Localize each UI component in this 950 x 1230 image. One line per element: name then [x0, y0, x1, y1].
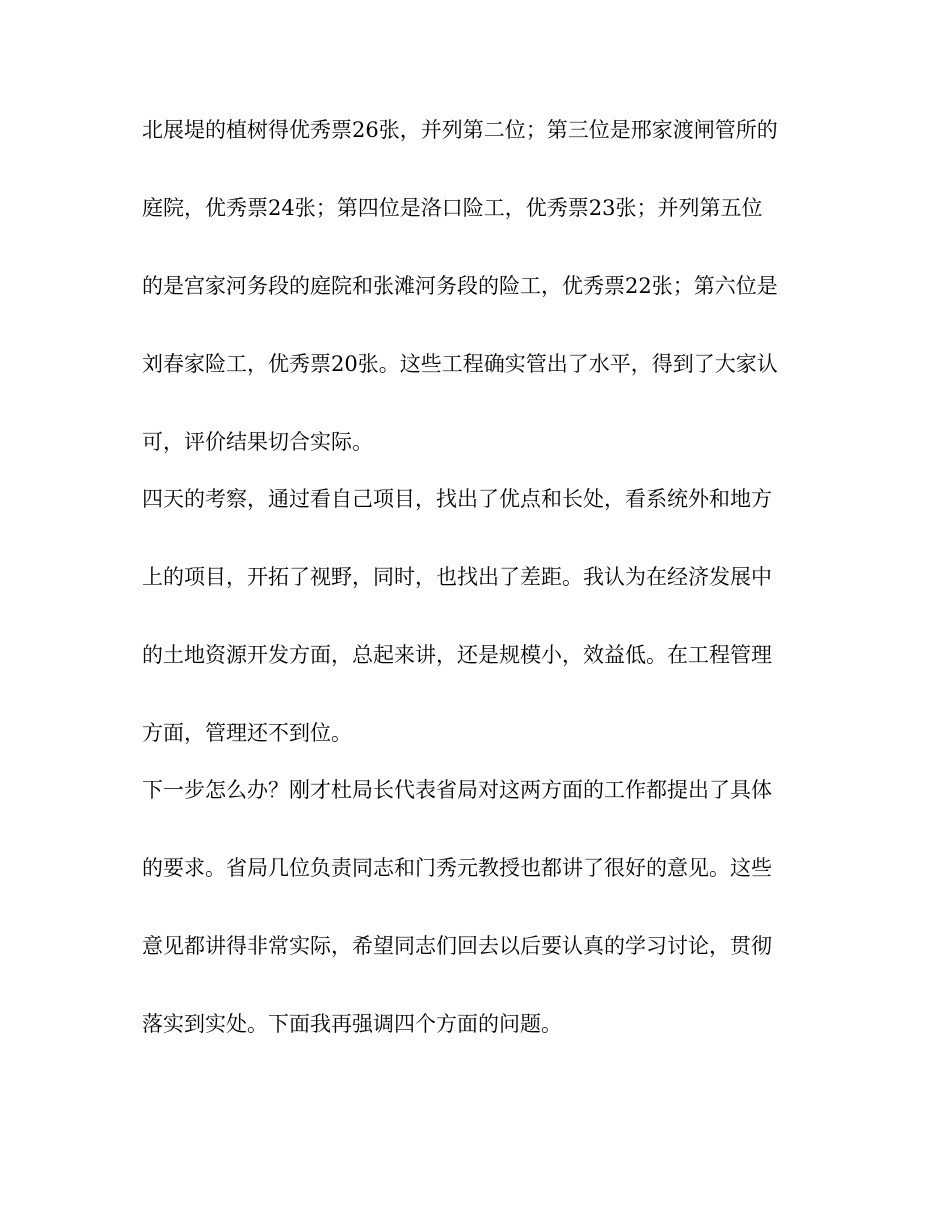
paragraph-line: 北展堤的植树得优秀票26张，并列第二位；第三位是邢家渡闸管所的	[142, 118, 778, 142]
paragraph-2	[142, 487, 814, 745]
paragraph-line: 的要求。省局几位负责同志和门秀元教授也都讲了很好的意见。这些	[142, 856, 772, 880]
paragraph-line: 四天的考察，通过看自己项目，找出了优点和长处，看系统外和地方	[142, 487, 772, 511]
paragraph-1	[142, 118, 814, 454]
document-body	[142, 118, 814, 1036]
paragraph-line: 刘春家险工，优秀票20张。这些工程确实管出了水平，得到了大家认	[142, 352, 778, 376]
paragraph-line: 上的项目，开拓了视野，同时，也找出了差距。我认为在经济发展中	[142, 565, 772, 589]
paragraph-3	[142, 778, 814, 1036]
paragraph-line: 下一步怎么办？刚才杜局长代表省局对这两方面的工作都提出了具体	[142, 778, 772, 802]
paragraph-line: 庭院，优秀票24张；第四位是洛口险工，优秀票23张；并列第五位	[142, 196, 763, 220]
paragraph-line: 意见都讲得非常实际，希望同志们回去以后要认真的学习讨论，贯彻	[142, 934, 772, 958]
paragraph-line: 的土地资源开发方面，总起来讲，还是规模小，效益低。在工程管理	[142, 643, 772, 667]
paragraph-line: 方面，管理还不到位。	[142, 721, 352, 745]
paragraph-line: 落实到实处。下面我再强调四个方面的问题。	[142, 1012, 562, 1036]
paragraph-line: 可，评价结果切合实际。	[142, 430, 373, 454]
paragraph-line: 的是宫家河务段的庭院和张滩河务段的险工，优秀票22张；第六位是	[142, 274, 778, 298]
